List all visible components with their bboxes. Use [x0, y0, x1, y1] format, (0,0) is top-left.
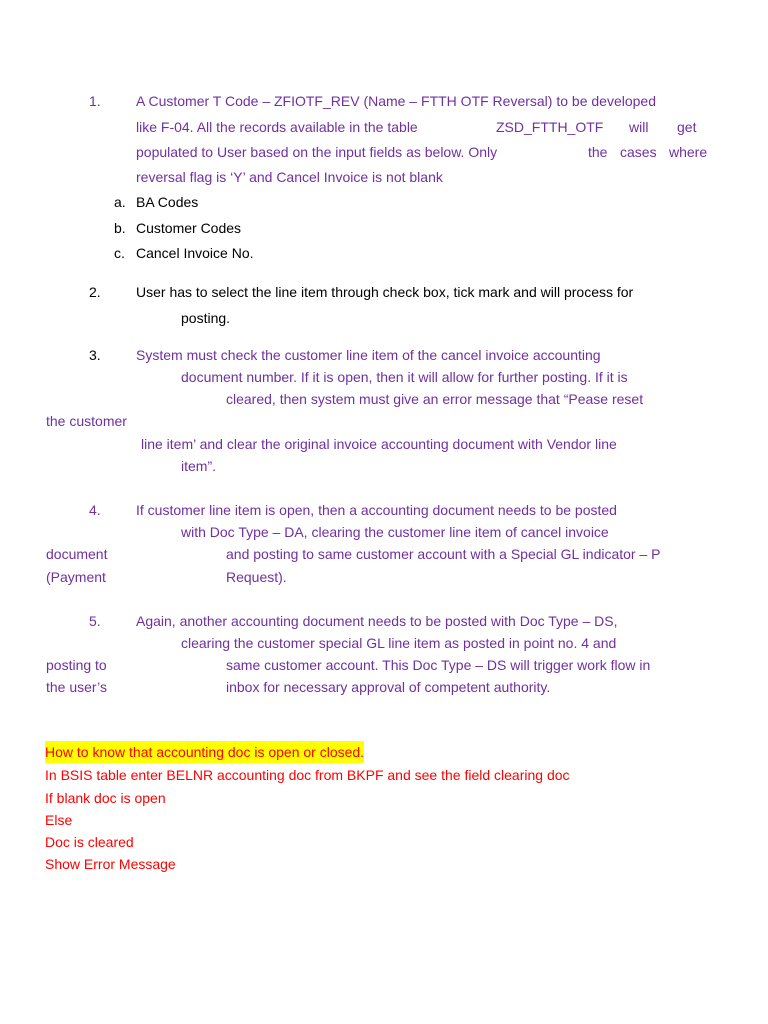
- item-text-line: System must check the customer line item of the cancel invoice accounting: [136, 347, 601, 363]
- item-text-line: reversal flag is ‘Y’ and Cancel Invoice is not blank: [136, 169, 443, 185]
- item-text-line: with Doc Type – DA, clearing the customer line item of cancel invoice: [181, 524, 609, 540]
- item-text-line: posting to: [46, 657, 107, 673]
- item-text-line: item”.: [181, 458, 216, 474]
- item-text-line: posting.: [181, 310, 231, 326]
- item-text-line: line item’ and clear the original invoice accounting document with Vendor line: [141, 436, 617, 452]
- subitem-text: Cancel Invoice No.: [136, 245, 254, 261]
- subitem-text: BA Codes: [136, 194, 199, 210]
- item-text-line: the user’s: [46, 679, 107, 695]
- item-number: 5.: [89, 613, 101, 629]
- item-text-line: get: [677, 119, 697, 135]
- notes-line: In BSIS table enter BELNR accounting doc from BKPF and see the field clearing doc: [45, 767, 570, 783]
- item-text-line: the: [588, 144, 608, 160]
- item-text-line: clearing the customer special GL line item as posted in point no. 4 and: [181, 635, 617, 651]
- notes-line: Doc is cleared: [45, 834, 134, 850]
- item-text-line: A Customer T Code – ZFIOTF_REV (Name – FTTH OTF Reversal) to be developed: [136, 93, 656, 109]
- subitem-marker: c.: [114, 245, 125, 261]
- item-number: 1.: [89, 93, 101, 109]
- subitem-marker: a.: [114, 194, 126, 210]
- item-text-line: cleared, then system must give an error message that “Pease reset: [226, 391, 644, 407]
- item-text-line: (Payment: [46, 569, 106, 585]
- item-text-line: ZSD_FTTH_OTF: [496, 119, 604, 135]
- item-text-line: the customer: [46, 413, 127, 429]
- item-number: 4.: [89, 502, 101, 518]
- notes-line: If blank doc is open: [45, 790, 166, 806]
- subitem-marker: b.: [114, 220, 126, 236]
- item-number: 3.: [89, 347, 101, 363]
- notes-line: Show Error Message: [45, 856, 176, 872]
- notes-heading: How to know that accounting doc is open or closed.: [45, 741, 364, 763]
- item-number: 2.: [89, 284, 101, 300]
- notes-line: Else: [45, 812, 73, 828]
- subitem-text: Customer Codes: [136, 220, 242, 236]
- item-text-line: where: [669, 144, 708, 160]
- item-text-line: Request).: [226, 569, 287, 585]
- item-text-line: same customer account. This Doc Type – DS will trigger work flow in: [226, 657, 651, 673]
- item-text-line: User has to select the line item through check box, tick mark and will process for: [136, 284, 634, 300]
- item-text-line: will: [629, 119, 649, 135]
- item-text-line: cases: [620, 144, 657, 160]
- item-text-line: document: [46, 546, 108, 562]
- item-text-line: and posting to same customer account with a Special GL indicator – P: [226, 546, 661, 562]
- item-text-line: populated to User based on the input fields as below. Only: [136, 144, 498, 160]
- item-text-line: If customer line item is open, then a accounting document needs to be posted: [136, 502, 617, 518]
- item-text-line: document number. If it is open, then it will allow for further posting. If it is: [181, 369, 628, 385]
- item-text-line: like F-04. All the records available in the table: [136, 119, 418, 135]
- item-text-line: Again, another accounting document needs to be posted with Doc Type – DS,: [136, 613, 618, 629]
- item-text-line: inbox for necessary approval of competent authority.: [226, 679, 551, 695]
